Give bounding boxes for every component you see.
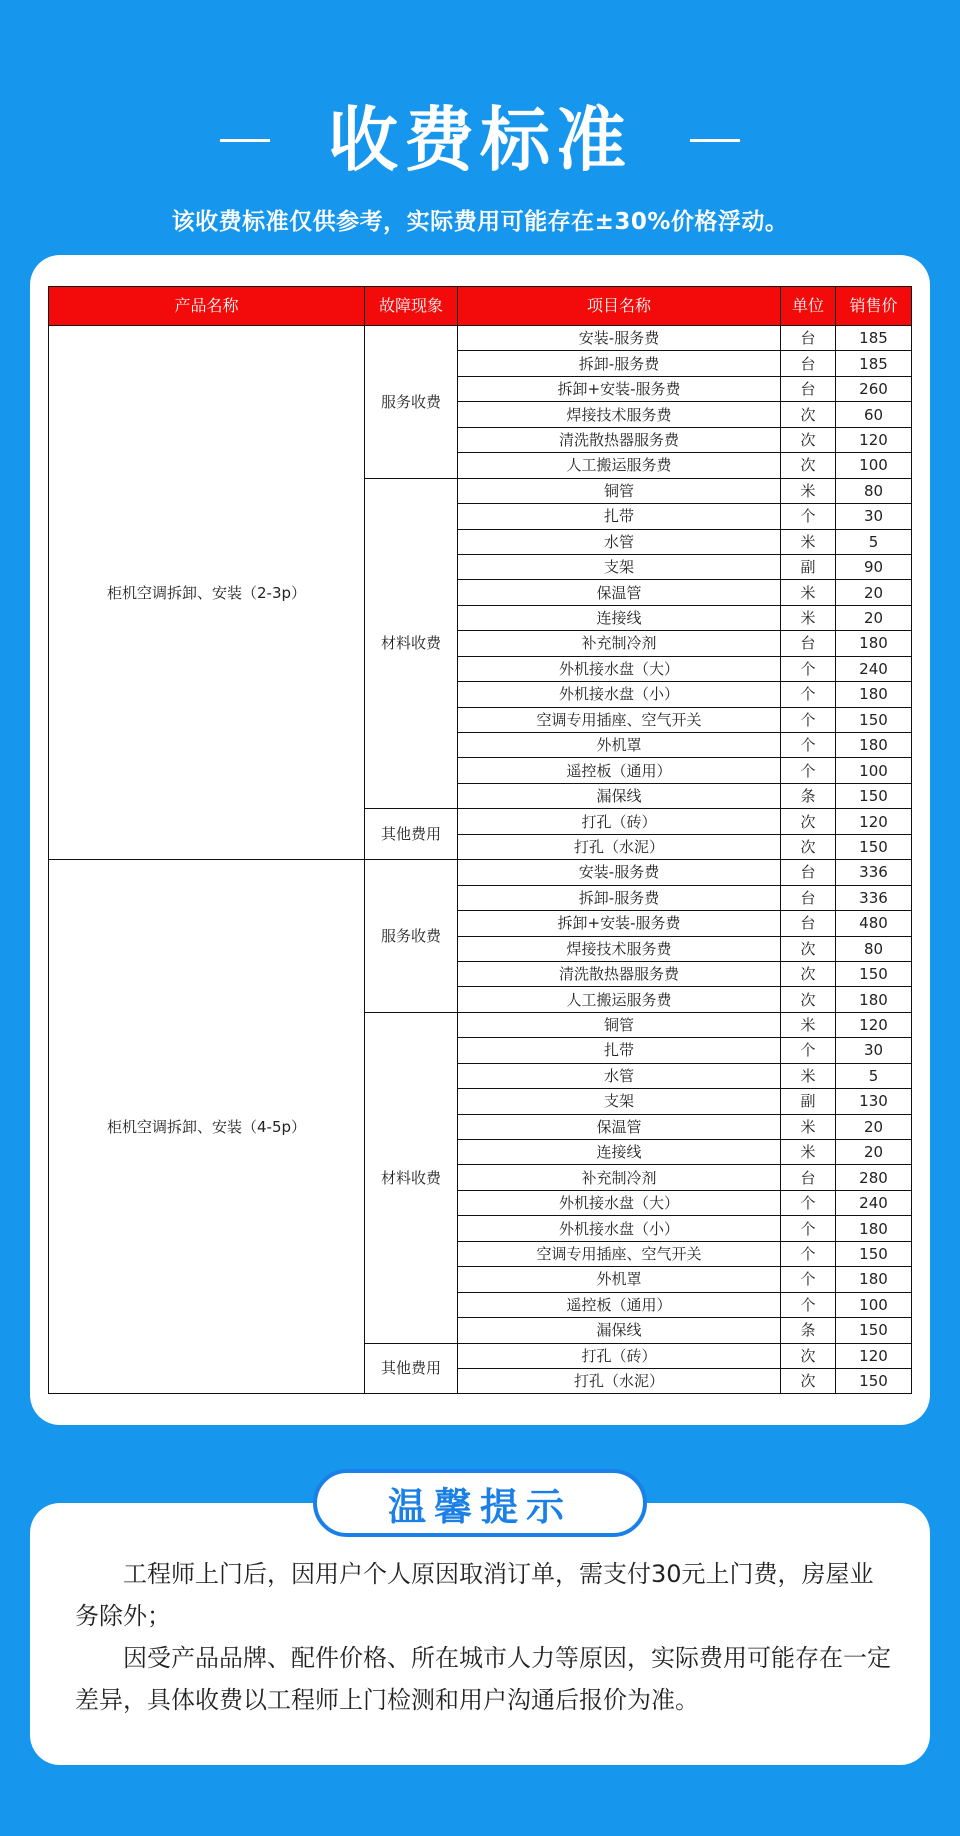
price-cell: 30 bbox=[836, 504, 912, 529]
unit-cell: 个 bbox=[781, 1190, 836, 1215]
item-name-cell: 安装-服务费 bbox=[458, 326, 781, 351]
unit-cell: 个 bbox=[781, 1292, 836, 1317]
price-cell: 100 bbox=[836, 758, 912, 783]
unit-cell: 次 bbox=[781, 961, 836, 986]
price-cell: 5 bbox=[836, 1063, 912, 1088]
item-name-cell: 漏保线 bbox=[458, 783, 781, 808]
unit-cell: 个 bbox=[781, 758, 836, 783]
price-table bbox=[48, 286, 912, 1394]
item-name-cell: 外机接水盘（大） bbox=[458, 656, 781, 681]
unit-cell: 台 bbox=[781, 376, 836, 401]
item-name-cell: 拆卸-服务费 bbox=[458, 351, 781, 376]
item-name-cell: 遥控板（通用） bbox=[458, 758, 781, 783]
tips-title: 温馨提示 bbox=[387, 1484, 572, 1529]
item-name-cell: 水管 bbox=[458, 1063, 781, 1088]
price-cell: 180 bbox=[836, 733, 912, 758]
unit-cell: 个 bbox=[781, 1241, 836, 1266]
price-cell: 280 bbox=[836, 1165, 912, 1190]
unit-cell: 台 bbox=[781, 326, 836, 351]
unit-cell: 个 bbox=[781, 733, 836, 758]
unit-cell: 个 bbox=[781, 1267, 836, 1292]
price-cell: 260 bbox=[836, 376, 912, 401]
price-cell: 180 bbox=[836, 631, 912, 656]
price-cell: 80 bbox=[836, 936, 912, 961]
title-dash-left bbox=[220, 139, 270, 142]
unit-cell: 次 bbox=[781, 453, 836, 478]
item-name-cell: 外机接水盘（小） bbox=[458, 682, 781, 707]
price-cell: 120 bbox=[836, 427, 912, 452]
price-cell: 120 bbox=[836, 809, 912, 834]
tip-paragraph: 因受产品品牌、配件价格、所在城市人力等原因，实际费用可能存在一定差异，具体收费以工程师上门检测和用户沟通后报价为准。 bbox=[75, 1644, 891, 1714]
item-name-cell: 打孔（水泥） bbox=[458, 1368, 781, 1393]
price-cell: 180 bbox=[836, 987, 912, 1012]
unit-cell: 米 bbox=[781, 605, 836, 630]
price-cell: 100 bbox=[836, 453, 912, 478]
table-body bbox=[49, 326, 912, 1394]
column-header-product: 产品名称 bbox=[49, 287, 365, 326]
unit-cell: 条 bbox=[781, 1318, 836, 1343]
price-cell: 150 bbox=[836, 707, 912, 732]
unit-cell: 个 bbox=[781, 504, 836, 529]
unit-cell: 米 bbox=[781, 1140, 836, 1165]
item-name-cell: 安装-服务费 bbox=[458, 860, 781, 885]
item-name-cell: 连接线 bbox=[458, 605, 781, 630]
item-name-cell: 遥控板（通用） bbox=[458, 1292, 781, 1317]
column-header-price: 销售价 bbox=[836, 287, 912, 326]
price-cell: 180 bbox=[836, 682, 912, 707]
unit-cell: 米 bbox=[781, 529, 836, 554]
table-row bbox=[49, 326, 912, 351]
item-name-cell: 铜管 bbox=[458, 1012, 781, 1037]
unit-cell: 米 bbox=[781, 580, 836, 605]
unit-cell: 个 bbox=[781, 656, 836, 681]
item-name-cell: 外机罩 bbox=[458, 1267, 781, 1292]
tips-body bbox=[75, 1553, 895, 1721]
unit-cell: 次 bbox=[781, 834, 836, 859]
price-cell: 240 bbox=[836, 656, 912, 681]
price-cell: 185 bbox=[836, 351, 912, 376]
price-cell: 90 bbox=[836, 554, 912, 579]
unit-cell: 个 bbox=[781, 1038, 836, 1063]
unit-cell: 台 bbox=[781, 631, 836, 656]
item-name-cell: 焊接技术服务费 bbox=[458, 936, 781, 961]
fault-category-cell: 服务收费 bbox=[365, 860, 458, 1013]
price-cell: 5 bbox=[836, 529, 912, 554]
item-name-cell: 铜管 bbox=[458, 478, 781, 503]
unit-cell: 台 bbox=[781, 1165, 836, 1190]
column-header-fault: 故障现象 bbox=[365, 287, 458, 326]
unit-cell: 米 bbox=[781, 1063, 836, 1088]
unit-cell: 个 bbox=[781, 682, 836, 707]
item-name-cell: 支架 bbox=[458, 554, 781, 579]
unit-cell: 次 bbox=[781, 427, 836, 452]
item-name-cell: 支架 bbox=[458, 1089, 781, 1114]
price-cell: 480 bbox=[836, 911, 912, 936]
item-name-cell: 外机罩 bbox=[458, 733, 781, 758]
price-cell: 150 bbox=[836, 1368, 912, 1393]
unit-cell: 次 bbox=[781, 1368, 836, 1393]
price-cell: 100 bbox=[836, 1292, 912, 1317]
price-table-card bbox=[30, 255, 930, 1425]
price-cell: 180 bbox=[836, 1267, 912, 1292]
price-cell: 20 bbox=[836, 1114, 912, 1139]
unit-cell: 次 bbox=[781, 809, 836, 834]
page-title: 收费标准 bbox=[328, 99, 632, 181]
price-cell: 336 bbox=[836, 885, 912, 910]
product-name-cell: 柜机空调拆卸、安装（2-3p） bbox=[49, 326, 365, 860]
unit-cell: 米 bbox=[781, 478, 836, 503]
unit-cell: 条 bbox=[781, 783, 836, 808]
unit-cell: 台 bbox=[781, 911, 836, 936]
item-name-cell: 人工搬运服务费 bbox=[458, 453, 781, 478]
item-name-cell: 扎带 bbox=[458, 504, 781, 529]
item-name-cell: 水管 bbox=[458, 529, 781, 554]
tips-badge bbox=[313, 1469, 647, 1537]
unit-cell: 米 bbox=[781, 1114, 836, 1139]
unit-cell: 个 bbox=[781, 1216, 836, 1241]
price-cell: 20 bbox=[836, 605, 912, 630]
price-cell: 150 bbox=[836, 1241, 912, 1266]
price-cell: 30 bbox=[836, 1038, 912, 1063]
item-name-cell: 打孔（水泥） bbox=[458, 834, 781, 859]
price-cell: 20 bbox=[836, 580, 912, 605]
page-header bbox=[0, 95, 960, 236]
tips-card bbox=[30, 1503, 930, 1765]
unit-cell: 副 bbox=[781, 1089, 836, 1114]
item-name-cell: 外机接水盘（小） bbox=[458, 1216, 781, 1241]
unit-cell: 次 bbox=[781, 987, 836, 1012]
column-header-unit: 单位 bbox=[781, 287, 836, 326]
item-name-cell: 补充制冷剂 bbox=[458, 631, 781, 656]
fault-category-cell: 材料收费 bbox=[365, 478, 458, 809]
price-cell: 150 bbox=[836, 783, 912, 808]
price-cell: 150 bbox=[836, 961, 912, 986]
item-name-cell: 拆卸+安装-服务费 bbox=[458, 376, 781, 401]
title-row bbox=[0, 95, 960, 185]
item-name-cell: 外机接水盘（大） bbox=[458, 1190, 781, 1215]
column-header-item: 项目名称 bbox=[458, 287, 781, 326]
price-cell: 240 bbox=[836, 1190, 912, 1215]
unit-cell: 次 bbox=[781, 1343, 836, 1368]
item-name-cell: 保温管 bbox=[458, 580, 781, 605]
item-name-cell: 扎带 bbox=[458, 1038, 781, 1063]
fault-category-cell: 服务收费 bbox=[365, 326, 458, 479]
price-cell: 150 bbox=[836, 834, 912, 859]
item-name-cell: 连接线 bbox=[458, 1140, 781, 1165]
item-name-cell: 空调专用插座、空气开关 bbox=[458, 1241, 781, 1266]
fault-category-cell: 其他费用 bbox=[365, 1343, 458, 1394]
unit-cell: 次 bbox=[781, 402, 836, 427]
item-name-cell: 拆卸-服务费 bbox=[458, 885, 781, 910]
product-name-cell: 柜机空调拆卸、安装（4-5p） bbox=[49, 860, 365, 1394]
item-name-cell: 打孔（砖） bbox=[458, 1343, 781, 1368]
unit-cell: 个 bbox=[781, 707, 836, 732]
price-cell: 130 bbox=[836, 1089, 912, 1114]
item-name-cell: 空调专用插座、空气开关 bbox=[458, 707, 781, 732]
price-cell: 80 bbox=[836, 478, 912, 503]
table-header-row bbox=[49, 287, 912, 326]
unit-cell: 台 bbox=[781, 351, 836, 376]
title-dash-right bbox=[690, 139, 740, 142]
price-cell: 20 bbox=[836, 1140, 912, 1165]
price-cell: 150 bbox=[836, 1318, 912, 1343]
item-name-cell: 漏保线 bbox=[458, 1318, 781, 1343]
item-name-cell: 补充制冷剂 bbox=[458, 1165, 781, 1190]
fault-category-cell: 其他费用 bbox=[365, 809, 458, 860]
item-name-cell: 打孔（砖） bbox=[458, 809, 781, 834]
price-cell: 60 bbox=[836, 402, 912, 427]
price-cell: 120 bbox=[836, 1012, 912, 1037]
item-name-cell: 清洗散热器服务费 bbox=[458, 961, 781, 986]
item-name-cell: 清洗散热器服务费 bbox=[458, 427, 781, 452]
table-row bbox=[49, 860, 912, 885]
price-cell: 185 bbox=[836, 326, 912, 351]
unit-cell: 次 bbox=[781, 936, 836, 961]
price-cell: 336 bbox=[836, 860, 912, 885]
price-cell: 120 bbox=[836, 1343, 912, 1368]
fault-category-cell: 材料收费 bbox=[365, 1012, 458, 1343]
item-name-cell: 拆卸+安装-服务费 bbox=[458, 911, 781, 936]
unit-cell: 台 bbox=[781, 885, 836, 910]
unit-cell: 副 bbox=[781, 554, 836, 579]
price-cell: 180 bbox=[836, 1216, 912, 1241]
unit-cell: 台 bbox=[781, 860, 836, 885]
item-name-cell: 焊接技术服务费 bbox=[458, 402, 781, 427]
item-name-cell: 保温管 bbox=[458, 1114, 781, 1139]
unit-cell: 米 bbox=[781, 1012, 836, 1037]
tip-paragraph: 工程师上门后，因用户个人原因取消订单，需支付30元上门费，房屋业务除外； bbox=[75, 1560, 874, 1630]
item-name-cell: 人工搬运服务费 bbox=[458, 987, 781, 1012]
page-subtitle: 该收费标准仅供参考，实际费用可能存在±30%价格浮动。 bbox=[171, 209, 789, 235]
